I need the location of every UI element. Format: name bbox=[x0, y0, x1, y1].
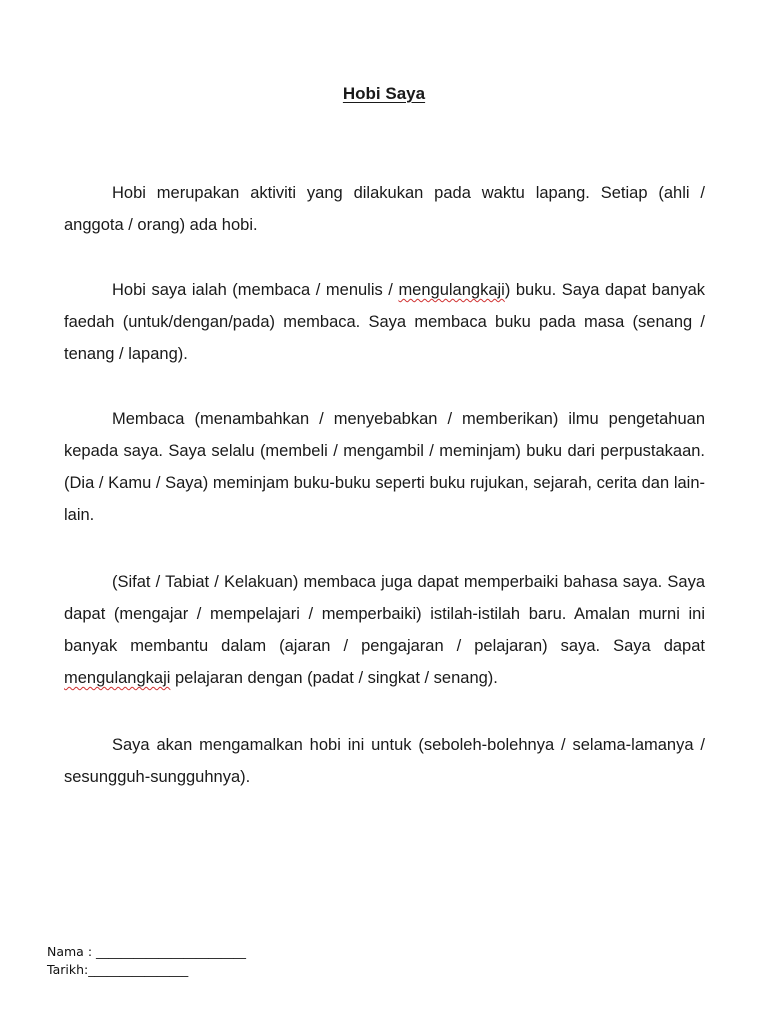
paragraph-text: pelajaran dengan (padat / singkat / senang). bbox=[170, 669, 498, 687]
paragraph-text: Saya akan mengamalkan hobi ini untuk (seboleh-bolehnya / selama-lamanya / sesungguh-sungguhnya). bbox=[64, 736, 705, 786]
paragraph-closing bbox=[64, 729, 705, 793]
paragraph-text: Membaca (menambahkan / menyebabkan / memberikan) ilmu pengetahuan kepada saya. Saya selalu (membeli / mengambil / meminjam) buku dari perpustakaan. (Dia / Kamu / Saya) meminjam buku-buku seperti buku rujukan, sejarah, cerita dan lain-lain. bbox=[64, 410, 705, 524]
paragraph-text: ) buku. Saya dapat banyak faedah (untuk/dengan/pada) membaca. Saya membaca buku pada masa (senang / tenang / lapang). bbox=[64, 281, 705, 363]
page-title: Hobi Saya bbox=[342, 84, 426, 103]
name-field: Nama : ________________________ bbox=[47, 944, 247, 959]
date-field: Tarikh:________________ bbox=[47, 962, 189, 977]
paragraph-intro bbox=[64, 177, 705, 241]
spellcheck-word: mengulangkaji bbox=[398, 281, 505, 299]
spellcheck-word: mengulangkaji bbox=[64, 669, 171, 687]
paragraph-text: Hobi saya ialah (membaca / menulis / bbox=[112, 281, 399, 299]
paragraph-hobby bbox=[64, 274, 705, 370]
paragraph-text: Hobi merupakan aktiviti yang dilakukan pada waktu lapang. Setiap (ahli / anggota / orang) ada hobi. bbox=[64, 184, 705, 234]
paragraph-language bbox=[64, 566, 705, 694]
paragraph-text: (Sifat / Tabiat / Kelakuan) membaca juga dapat memperbaiki bahasa saya. Saya dapat (mengajar / mempelajari / memperbaiki) istilah-istilah baru. Amalan murni ini banyak membantu dalam (ajaran / pengajaran / pelajaran) saya. Saya dapat bbox=[64, 573, 705, 655]
paragraph-benefit bbox=[64, 403, 705, 531]
